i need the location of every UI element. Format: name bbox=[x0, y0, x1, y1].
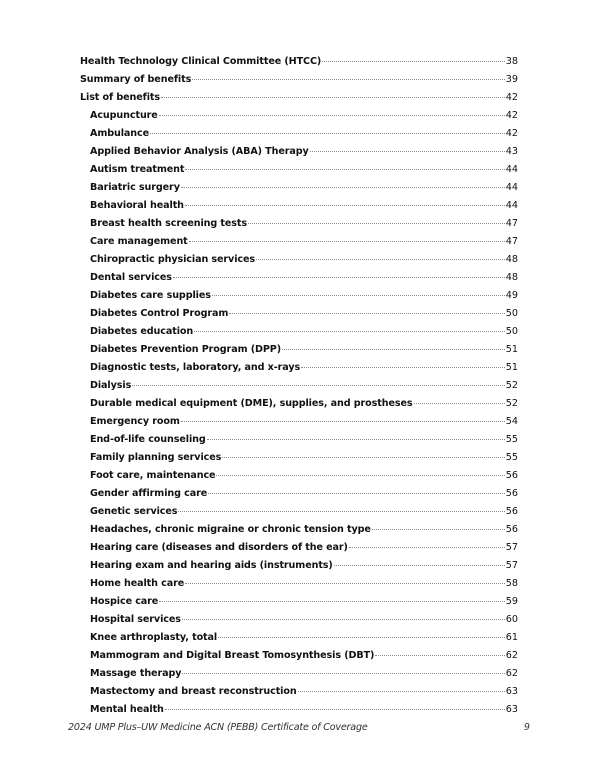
toc-entry[interactable] bbox=[80, 539, 518, 557]
toc-list bbox=[80, 53, 518, 719]
toc-entry-title: Headaches, chronic migraine or chronic tension type bbox=[90, 524, 371, 535]
toc-entry-title: Home health care bbox=[90, 578, 185, 589]
toc-dot-leader bbox=[185, 205, 505, 206]
toc-entry-title: Genetic services bbox=[90, 506, 178, 517]
toc-dot-leader bbox=[310, 151, 505, 152]
toc-entry[interactable] bbox=[80, 467, 518, 485]
toc-dot-leader bbox=[322, 61, 505, 62]
toc-entry-page-number: 39 bbox=[505, 74, 518, 85]
toc-entry-page-number: 61 bbox=[505, 632, 518, 643]
toc-entry[interactable] bbox=[80, 557, 518, 575]
toc-entry-title: Gender affirming care bbox=[90, 488, 208, 499]
toc-entry-page-number: 43 bbox=[505, 146, 518, 157]
toc-entry-title: Ambulance bbox=[90, 128, 150, 139]
toc-entry[interactable] bbox=[80, 287, 518, 305]
toc-dot-leader bbox=[182, 673, 504, 674]
toc-dot-leader bbox=[161, 97, 505, 98]
toc-entry-title: Summary of benefits bbox=[80, 74, 192, 85]
toc-entry[interactable] bbox=[80, 179, 518, 197]
toc-entry-page-number: 51 bbox=[505, 344, 518, 355]
toc-entry-page-number: 48 bbox=[505, 272, 518, 283]
toc-dot-leader bbox=[159, 115, 505, 116]
toc-entry-page-number: 50 bbox=[505, 308, 518, 319]
toc-entry-page-number: 56 bbox=[505, 506, 518, 517]
toc-entry-page-number: 44 bbox=[505, 200, 518, 211]
toc-entry-title: Health Technology Clinical Committee (HTCC) bbox=[80, 56, 322, 67]
toc-entry-page-number: 44 bbox=[505, 182, 518, 193]
toc-entry-title: Diabetes Prevention Program (DPP) bbox=[90, 344, 281, 355]
toc-dot-leader bbox=[208, 493, 505, 494]
toc-entry-title: Hospital services bbox=[90, 614, 181, 625]
toc-dot-leader bbox=[301, 367, 505, 368]
toc-dot-leader bbox=[181, 187, 505, 188]
toc-entry-title: Diabetes Control Program bbox=[90, 308, 229, 319]
toc-entry[interactable] bbox=[80, 611, 518, 629]
toc-entry-page-number: 44 bbox=[505, 164, 518, 175]
toc-entry-title: Mammogram and Digital Breast Tomosynthesis (DBT) bbox=[90, 650, 375, 661]
toc-entry-page-number: 58 bbox=[505, 578, 518, 589]
toc-entry-page-number: 49 bbox=[505, 290, 518, 301]
toc-entry[interactable] bbox=[80, 251, 518, 269]
toc-entry-page-number: 47 bbox=[505, 236, 518, 247]
footer-page-number: 9 bbox=[523, 722, 530, 733]
toc-entry-title: Breast health screening tests bbox=[90, 218, 248, 229]
toc-dot-leader bbox=[218, 637, 505, 638]
toc-dot-leader bbox=[165, 709, 505, 710]
table-of-contents bbox=[80, 53, 518, 719]
toc-entry[interactable] bbox=[80, 305, 518, 323]
toc-entry-page-number: 60 bbox=[505, 614, 518, 625]
toc-entry-page-number: 48 bbox=[505, 254, 518, 265]
toc-entry-page-number: 52 bbox=[505, 398, 518, 409]
toc-dot-leader bbox=[185, 169, 504, 170]
toc-dot-leader bbox=[248, 223, 505, 224]
toc-entry[interactable] bbox=[80, 341, 518, 359]
toc-dot-leader bbox=[282, 349, 505, 350]
toc-entry[interactable] bbox=[80, 233, 518, 251]
toc-entry-page-number: 52 bbox=[505, 380, 518, 391]
toc-entry-title: Applied Behavior Analysis (ABA) Therapy bbox=[90, 146, 309, 157]
toc-entry-title: Acupuncture bbox=[90, 110, 158, 121]
toc-entry-title: Mastectomy and breast reconstruction bbox=[90, 686, 297, 697]
toc-entry-page-number: 51 bbox=[505, 362, 518, 373]
toc-dot-leader bbox=[189, 241, 505, 242]
toc-entry-title: Diagnostic tests, laboratory, and x-rays bbox=[90, 362, 301, 373]
toc-entry-title: Hearing exam and hearing aids (instruments) bbox=[90, 560, 333, 571]
toc-entry[interactable] bbox=[80, 107, 518, 125]
toc-dot-leader bbox=[375, 655, 504, 656]
toc-dot-leader bbox=[150, 133, 505, 134]
toc-entry-page-number: 62 bbox=[505, 650, 518, 661]
toc-entry-page-number: 62 bbox=[505, 668, 518, 679]
toc-dot-leader bbox=[334, 565, 505, 566]
toc-entry-title: Autism treatment bbox=[90, 164, 185, 175]
toc-entry-title: List of benefits bbox=[80, 92, 161, 103]
toc-entry-title: Hearing care (diseases and disorders of the ear) bbox=[90, 542, 348, 553]
toc-dot-leader bbox=[173, 277, 505, 278]
toc-entry-page-number: 50 bbox=[505, 326, 518, 337]
toc-dot-leader bbox=[372, 529, 505, 530]
toc-entry-title: End-of-life counseling bbox=[90, 434, 206, 445]
toc-dot-leader bbox=[132, 385, 505, 386]
toc-dot-leader bbox=[229, 313, 505, 314]
toc-entry[interactable] bbox=[80, 125, 518, 143]
toc-entry-page-number: 57 bbox=[505, 560, 518, 571]
toc-entry[interactable] bbox=[80, 71, 518, 89]
toc-entry-page-number: 63 bbox=[505, 686, 518, 697]
toc-entry-title: Knee arthroplasty, total bbox=[90, 632, 218, 643]
toc-dot-leader bbox=[207, 439, 505, 440]
toc-entry-title: Diabetes education bbox=[90, 326, 194, 337]
toc-entry[interactable] bbox=[80, 359, 518, 377]
toc-entry-title: Bariatric surgery bbox=[90, 182, 180, 193]
toc-entry[interactable] bbox=[80, 53, 518, 71]
toc-dot-leader bbox=[222, 457, 505, 458]
toc-entry[interactable] bbox=[80, 413, 518, 431]
footer-document-title: 2024 UMP Plus–UW Medicine ACN (PEBB) Certificate of Coverage bbox=[68, 722, 368, 733]
toc-entry-page-number: 55 bbox=[505, 434, 518, 445]
toc-dot-leader bbox=[256, 259, 505, 260]
toc-entry-page-number: 56 bbox=[505, 470, 518, 481]
toc-dot-leader bbox=[414, 403, 505, 404]
toc-dot-leader bbox=[192, 79, 505, 80]
toc-entry-page-number: 54 bbox=[505, 416, 518, 427]
toc-entry-page-number: 57 bbox=[505, 542, 518, 553]
toc-entry-title: Hospice care bbox=[90, 596, 159, 607]
toc-entry-title: Behavioral health bbox=[90, 200, 184, 211]
toc-dot-leader bbox=[194, 331, 505, 332]
toc-entry[interactable] bbox=[80, 665, 518, 683]
toc-dot-leader bbox=[216, 475, 504, 476]
toc-entry[interactable] bbox=[80, 647, 518, 665]
toc-entry-page-number: 59 bbox=[505, 596, 518, 607]
toc-entry[interactable] bbox=[80, 215, 518, 233]
toc-dot-leader bbox=[298, 691, 505, 692]
toc-entry[interactable] bbox=[80, 377, 518, 395]
toc-entry[interactable] bbox=[80, 575, 518, 593]
toc-entry-page-number: 56 bbox=[505, 524, 518, 535]
toc-entry[interactable] bbox=[80, 323, 518, 341]
toc-entry-title: Care management bbox=[90, 236, 188, 247]
toc-entry[interactable] bbox=[80, 449, 518, 467]
toc-entry[interactable] bbox=[80, 269, 518, 287]
toc-entry-page-number: 47 bbox=[505, 218, 518, 229]
toc-entry[interactable] bbox=[80, 197, 518, 215]
toc-entry-page-number: 42 bbox=[505, 128, 518, 139]
toc-entry[interactable] bbox=[80, 683, 518, 701]
toc-dot-leader bbox=[185, 583, 505, 584]
toc-entry-page-number: 55 bbox=[505, 452, 518, 463]
toc-entry-title: Chiropractic physician services bbox=[90, 254, 256, 265]
toc-entry-title: Durable medical equipment (DME), supplies, and prostheses bbox=[90, 398, 413, 409]
toc-entry[interactable] bbox=[80, 485, 518, 503]
toc-dot-leader bbox=[212, 295, 505, 296]
toc-dot-leader bbox=[159, 601, 505, 602]
toc-entry-title: Dental services bbox=[90, 272, 172, 283]
toc-entry[interactable] bbox=[80, 431, 518, 449]
toc-entry[interactable] bbox=[80, 503, 518, 521]
toc-entry-title: Mental health bbox=[90, 704, 164, 715]
toc-entry-title: Dialysis bbox=[90, 380, 132, 391]
toc-dot-leader bbox=[178, 511, 504, 512]
toc-entry[interactable] bbox=[80, 395, 518, 413]
page-footer bbox=[68, 722, 530, 738]
toc-entry-title: Foot care, maintenance bbox=[90, 470, 216, 481]
toc-entry[interactable] bbox=[80, 593, 518, 611]
toc-entry[interactable] bbox=[80, 701, 518, 719]
toc-entry-title: Emergency room bbox=[90, 416, 180, 427]
toc-entry-page-number: 42 bbox=[505, 92, 518, 103]
toc-entry[interactable] bbox=[80, 143, 518, 161]
toc-entry-page-number: 42 bbox=[505, 110, 518, 121]
toc-entry-page-number: 56 bbox=[505, 488, 518, 499]
toc-entry-page-number: 38 bbox=[505, 56, 518, 67]
toc-dot-leader bbox=[182, 619, 505, 620]
toc-entry[interactable] bbox=[80, 161, 518, 179]
toc-dot-leader bbox=[349, 547, 505, 548]
toc-entry[interactable] bbox=[80, 521, 518, 539]
toc-entry[interactable] bbox=[80, 629, 518, 647]
toc-entry-title: Family planning services bbox=[90, 452, 222, 463]
toc-entry[interactable] bbox=[80, 89, 518, 107]
toc-entry-title: Diabetes care supplies bbox=[90, 290, 211, 301]
toc-entry-page-number: 63 bbox=[505, 704, 518, 715]
toc-dot-leader bbox=[181, 421, 505, 422]
toc-entry-title: Massage therapy bbox=[90, 668, 182, 679]
